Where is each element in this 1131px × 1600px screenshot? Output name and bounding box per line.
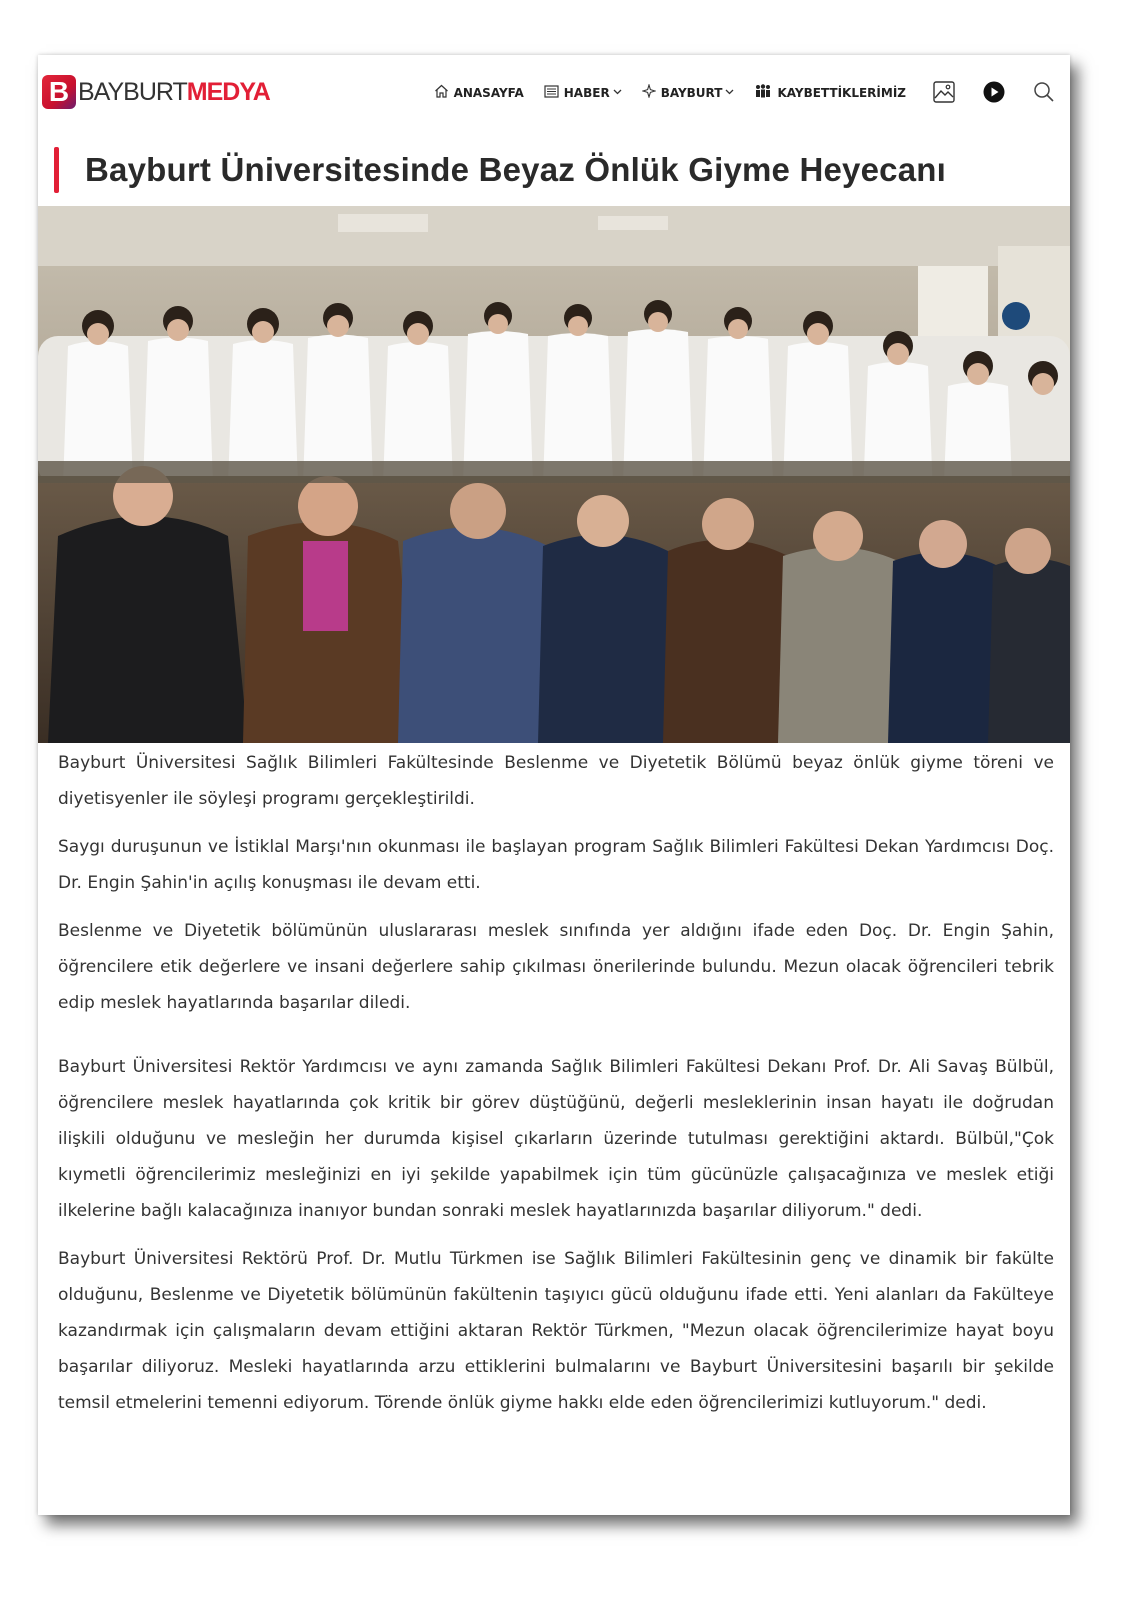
article-body — [58, 745, 1054, 1433]
chevron-down-icon — [613, 88, 622, 98]
nav-item-bayburt[interactable] — [642, 84, 735, 102]
search-button[interactable] — [1032, 81, 1056, 105]
article-title-block — [54, 147, 946, 193]
site-header — [38, 55, 1070, 130]
nav-label: KAYBETTİKLERİMİZ — [777, 86, 906, 100]
gallery-icon — [933, 81, 955, 106]
logo-text-plain: BAYBURT — [78, 77, 187, 106]
gallery-button[interactable] — [932, 81, 956, 105]
logo-text-brand: MEDYA — [186, 77, 270, 106]
article-title: Bayburt Üniversitesinde Beyaz Önlük Giyme Heyecanı — [85, 151, 946, 188]
logo-text — [78, 78, 270, 107]
title-accent-bar — [54, 147, 59, 193]
article-paragraph: Bayburt Üniversitesi Rektörü Prof. Dr. Mutlu Türkmen ise Sağlık Bilimleri Fakültesinin genç ve dinamik bir fakülte olduğunu, Beslenme ve Diyetetik bölümünün fakültenin taşıyıcı gücü olduğunu ifade etti. Yeni alanları da Fakülteye kazandırmak için çalışmaların devam ettiğini aktaran Rektör Türkmen, "Mezun olacak öğrencilerimize hayat boyu başarılar diliyoruz. Mesleki hayatlarında arzu ettiklerini bulmalarını ve Bayburt Üniversitesini başarılı bir şekilde temsil etmelerini temenni ediyorum. Törende önlük giyme hakkı elde eden öğrencilerimizi kutluyorum." dedi. — [58, 1249, 1054, 1413]
search-icon — [1033, 81, 1055, 106]
article-page — [38, 55, 1070, 1515]
nav-label: HABER — [563, 86, 610, 100]
article-paragraph: Saygı duruşunun ve İstiklal Marşı'nın okunması ile başlayan program Sağlık Bilimleri Fakültesi Dekan Yardımcısı Doç. Dr. Engin Şahin'in açılış konuşması ile devam etti. — [58, 837, 1054, 893]
nav-label: BAYBURT — [660, 86, 723, 100]
newspaper-icon — [544, 85, 559, 102]
nav-item-anasayfa[interactable] — [434, 84, 524, 102]
people-icon — [754, 84, 772, 102]
article-paragraph: Bayburt Üniversitesi Sağlık Bilimleri Fakültesinde Beslenme ve Diyetetik Bölümü beyaz önlük giyme töreni ve diyetisyenler ile söyleşi programı gerçekleştirildi. — [58, 753, 1054, 809]
play-icon — [983, 81, 1005, 106]
main-nav — [434, 77, 1056, 109]
chevron-down-icon — [725, 88, 734, 98]
logo-mark: B — [42, 75, 76, 109]
nav-item-haber[interactable] — [544, 85, 622, 102]
home-icon — [434, 84, 449, 102]
ceremony-photo — [38, 206, 1070, 743]
sparkle-icon — [642, 84, 656, 102]
video-button[interactable] — [982, 81, 1006, 105]
nav-item-kaybettiklerimiz[interactable] — [754, 84, 906, 102]
article-paragraph: Beslenme ve Diyetetik bölümünün uluslararası meslek sınıfında yer aldığını ifade eden Doç. Dr. Engin Şahin, öğrencilere etik değerlere ve insani değerlere sahip çıkılması önerilerinde bulundu. Mezun olacak öğrencileri tebrik edip meslek hayatlarında başarılar diledi. — [58, 921, 1054, 1013]
site-logo[interactable] — [42, 75, 270, 109]
article-paragraph: Bayburt Üniversitesi Rektör Yardımcısı ve aynı zamanda Sağlık Bilimleri Fakültesi Dekanı Prof. Dr. Ali Savaş Bülbül, öğrencilere meslek hayatlarında çok kritik bir görev düştüğünü, değerli mesleklerinin insan hayatı ile doğrudan ilişkili olduğunu ve mesleğin her durumda kişisel çıkarların üzerinde tutulması gerektiğini aktardı. Bülbül,"Çok kıymetli öğrencilerimiz mesleğinizi en iyi şekilde yapabilmek için tüm gücünüzle çalışacağınıza ve meslek etiği ilkelerine bağlı kalacağınıza inanıyor bundan sonraki meslek hayatlarınızda başarılar diliyorum." dedi. — [58, 1057, 1054, 1221]
nav-label: ANASAYFA — [453, 86, 524, 100]
